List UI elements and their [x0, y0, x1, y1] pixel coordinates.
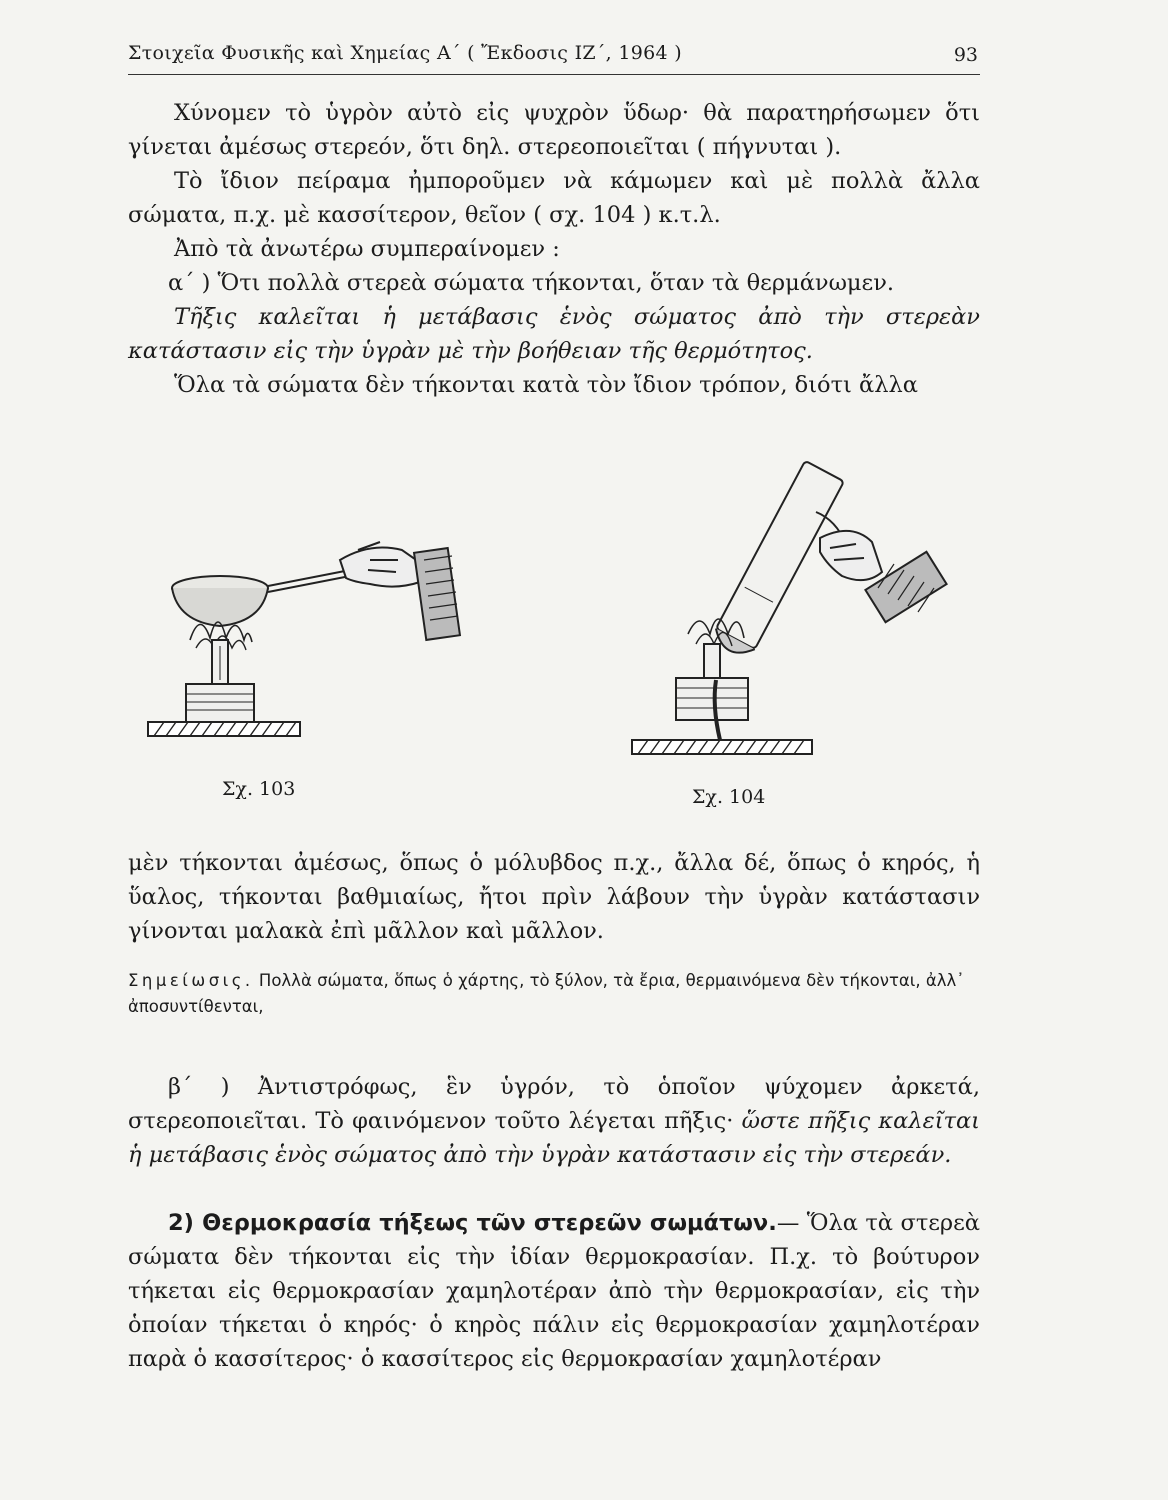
note-label: Σημείωσις. [128, 971, 254, 990]
book-title: Στοιχεῖα Φυσικῆς καὶ Χημείας Α΄ ( Ἔκδοσις ΙΖ΄, 1964 ) [128, 42, 682, 64]
paragraph-2: Τὸ ἴδιον πείραμα ἠμποροῦμεν νὰ κάμωμεν καὶ μὲ πολλὰ ἄλλα σώματα, π.χ. μὲ κασσίτερον, θεῖον ( σχ. 104 ) κ.τ.λ. [128, 168, 980, 228]
definition-melting: Τῆξις καλεῖται ἡ μετάβασις ἑνὸς σώματος ἀπὸ τὴν στερεὰν κατάστασιν εἰς τὴν ὑγρὰν μὲ τὴν βοήθειαν τῆς θερμότητος. [128, 304, 980, 364]
section-heading: 2) Θερμοκρασία τήξεως τῶν στερεῶν σωμάτων. [168, 1210, 777, 1236]
paragraph-8-start: β΄ ) Ἀντιστρόφως, ἓν ὑγρόν, τὸ ὁποῖον ψύχομεν ἀρκετά, στερεοποιεῖται. Τὸ φαινόμενον τοῦτο λέγεται πῆξις· [128, 1074, 980, 1134]
note-text: Πολλὰ σώματα, ὅπως ὁ χάρτης, τὸ ξύλον, τὰ ἔρια, θερμαινόμενα δὲν τήκονται, ἀλλ᾽ ἀποσυντίθενται, [128, 971, 965, 1016]
page-header [128, 38, 980, 75]
figure-104-caption: Σχ. 104 [692, 786, 766, 808]
text-block-top [128, 96, 980, 402]
text-block-mid [128, 846, 980, 948]
page-number: 93 [953, 44, 978, 66]
definition-freezing: ὥστε πῆξις καλεῖται ἡ μετάβασις ἑνὸς σώματος ἀπὸ τὴν ὑγρὰν κατάστασιν εἰς τὴν στερεάν. [128, 1108, 981, 1168]
text-block-bottom [128, 1070, 980, 1376]
paragraph-4: α΄ ) Ὅτι πολλὰ στερεὰ σώματα τήκονται, ὅταν τὰ θερμάνωμεν. [168, 270, 895, 296]
figure-103-illustration [140, 520, 470, 760]
figure-104-illustration [620, 448, 950, 768]
paragraph-7: μὲν τήκονται ἀμέσως, ὅπως ὁ μόλυβδος π.χ., ἄλλα δέ, ὅπως ὁ κηρός, ἡ ὕαλος, τήκονται βαθμιαίως, ἤτοι πρὶν λάβουν τὴν ὑγρὰν κατάστασιν γίνονται μαλακὰ ἐπὶ μᾶλλον καὶ μᾶλλον. [128, 850, 980, 944]
paragraph-1: Χύνομεν τὸ ὑγρὸν αὐτὸ εἰς ψυχρὸν ὕδωρ· θὰ παρατηρήσωμεν ὅτι γίνεται ἀμέσως στερεόν, ὅτι δηλ. στερεοποιεῖται ( πήγνυται ). [128, 100, 980, 160]
paragraph-9: — Ὅλα τὰ στερεὰ σώματα δὲν τήκονται εἰς τὴν ἰδίαν θερμοκρασίαν. Π.χ. τὸ βούτυρον τήκεται εἰς θερμοκρασίαν χαμηλοτέραν ἀπὸ τὴν θερμοκρασίαν, εἰς τὴν ὁποίαν τήκεται ὁ κηρός· ὁ κηρὸς πάλιν εἰς θερμοκρασίαν χαμηλοτέραν παρὰ ὁ κασσίτερος· ὁ κασσίτερος εἰς θερμοκρασίαν χαμηλοτέραν [128, 1210, 980, 1372]
note-block [128, 968, 980, 1020]
paragraph-3: Ἀπὸ τὰ ἀνωτέρω συμπεραίνομεν : [174, 236, 560, 262]
paragraph-6: Ὅλα τὰ σώματα δὲν τήκονται κατὰ τὸν ἴδιον τρόπον, διότι ἄλλα [174, 372, 918, 398]
figure-103-caption: Σχ. 103 [222, 778, 296, 800]
